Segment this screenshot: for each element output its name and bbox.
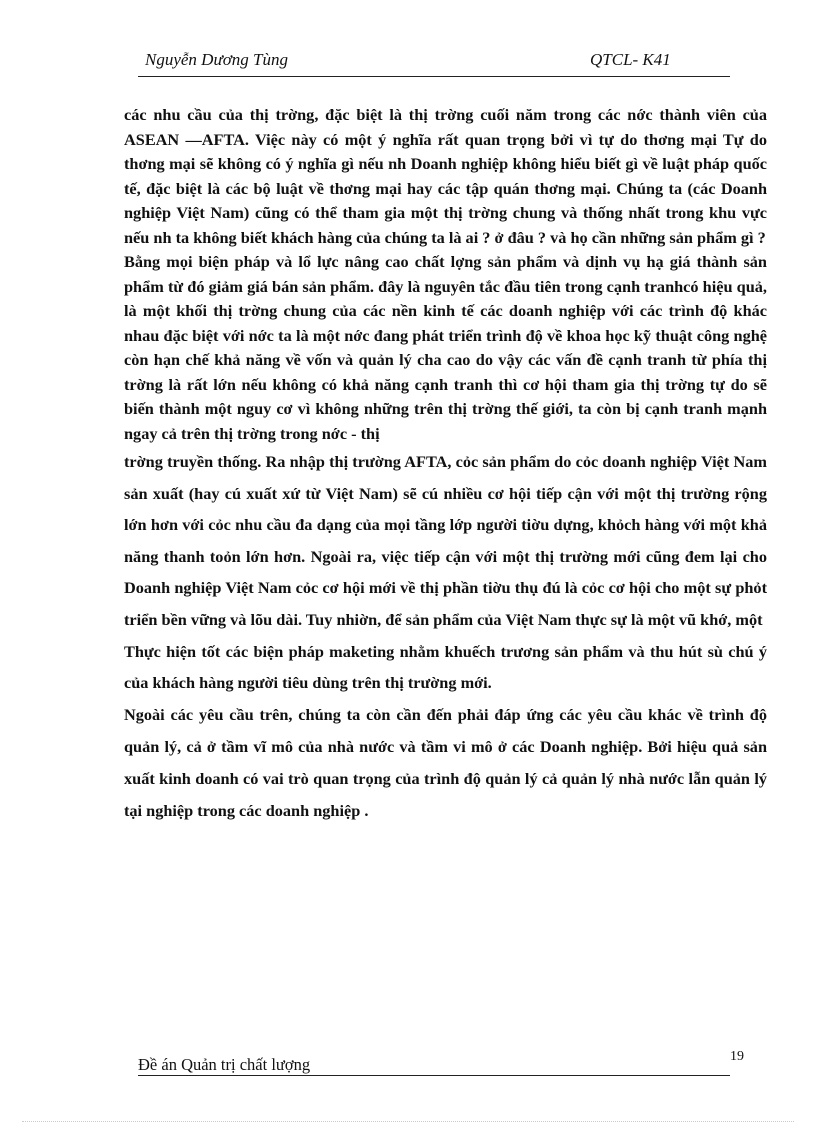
header-class-code: QTCL- K41 bbox=[590, 50, 671, 69]
page-footer bbox=[138, 1049, 744, 1076]
paragraph-2-part-1: Bằng mọi biện pháp và lổ lực nâng cao chất lợng sản phẩm và dịnh vụ hạ giá thành sản phẩm từ đó giảm giá bán sản phẩm. đây là nguyên tắc đầu tiên trong cạnh tranhcó hiệu quả, là một khối thị trờng chung của các nền kinh tế các doanh nghiệp với các trình độ khác nhau đặc biệt với nớc ta là một nớc đang phát triển trình độ về khoa học kỹ thuật công nghệ còn hạn chế khả năng về vốn và quản lý cha cao do vậy các vấn đề cạnh tranh từ phía thị trờng là rất lớn nếu không có khả năng cạnh tranh thì cơ hội tham gia thị trờng tự do sẽ biến thành một nguy cơ vì không những trên thị trờng thế giới, ta còn bị cạnh tranh mạnh ngay cả trên thị trờng trong nớc - thị bbox=[124, 252, 767, 443]
document-body bbox=[124, 103, 767, 826]
footer-title: Đề án Quản trị chất lượng bbox=[138, 1055, 311, 1074]
paragraph-1: các nhu cầu của thị trờng, đặc biệt là thị trờng cuối năm trong các nớc thành viên của ASEAN —AFTA. Việc này có một ý nghĩa rất quan trọng bởi vì tự do thơng mại Tự do thơng mại sẽ không có ý nghĩa gì nếu nh Doanh nghiệp không hiểu biết gì về luật pháp quốc tế, đặc biệt là các bộ luật về thơng mại hay các tập quán thơng mại. Chúng ta (các Doanh nghiệp Việt Nam) cũng có thể tham gia một thị trờng chung và thống nhất trong khu vực nếu nh ta không biết khách hàng của chúng ta là ai ? ở đâu ? và họ cần những sản phẩm gì ? bbox=[124, 105, 767, 247]
page-bottom-divider bbox=[22, 1121, 794, 1122]
paragraph-2-part-2: trờng truyền thống. Ra nhập thị trường AFTA, cỏc sản phẩm do cỏc doanh nghiệp Việt Nam sản xuất (hay cú xuất xứ từ Việt Nam) sẽ cú nhiều cơ hội tiếp cận với một thị trường rộng lớn hơn với cỏc nhu cầu đa dạng của mọi tầng lớp người tiờu dựng, khỏch hàng với một khả năng thanh toỏn lớn hơn. Ngoài ra, việc tiếp cận với một thị trường mới cũng đem lại cho Doanh nghiệp Việt Nam cỏc cơ hội mới về thị phần tiờu thụ đú là cỏc cơ hội cho một sự phỏt triển bền vững và lõu dài. Tuy nhiờn, để sản phẩm của Việt Nam thực sự là một vũ khớ, một bbox=[124, 452, 767, 629]
page-header bbox=[138, 46, 730, 77]
page-number: 19 bbox=[730, 1049, 744, 1064]
paragraph-3: Thực hiện tốt các biện pháp maketing nhằm khuếch trương sản phẩm và thu hút sù chú ý của khách hàng người tiêu dùng trên thị trường mới. bbox=[124, 641, 767, 693]
paragraph-4: Ngoài các yêu cầu trên, chúng ta còn cần đến phải đáp ứng các yêu cầu khác về trình độ quản lý, cả ở tầm vĩ mô của nhà nước và tầm vi mô ở các Doanh nghiệp. Bởi hiệu quả sản xuất kinh doanh có vai trò quan trọng của trình độ quản lý cả quản lý nhà nước lẫn quản lý tại nghiệp trong các doanh nghiệp . bbox=[124, 705, 767, 820]
header-author: Nguyễn Dương Tùng bbox=[145, 50, 289, 69]
